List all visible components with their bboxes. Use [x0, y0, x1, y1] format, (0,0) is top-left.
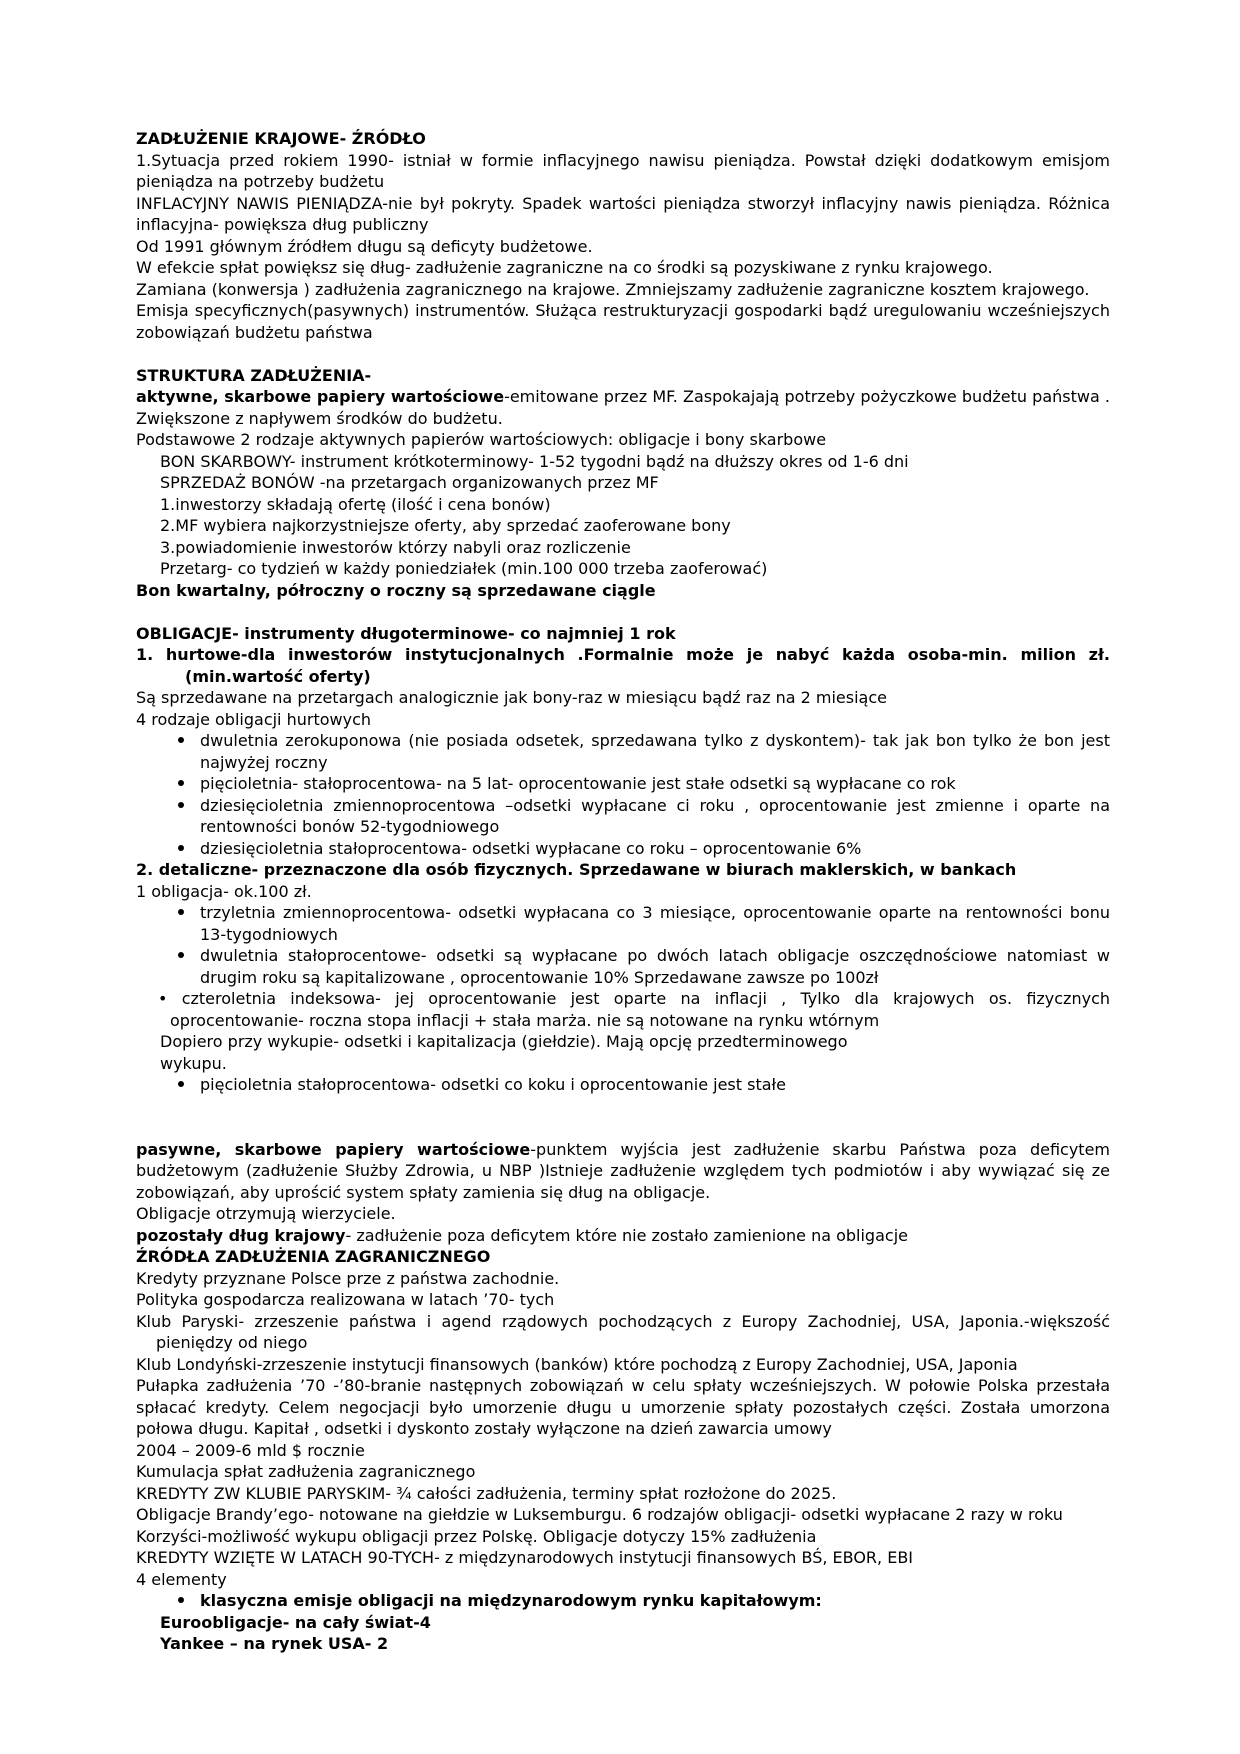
text-run: dziesięcioletnia zmiennoprocentowa –odsetki wypłacane ci roku , oprocentowanie jest zmienne i oparte na rentowności bonów 52-tygodniowego [200, 795, 1110, 836]
indented-line [136, 1633, 1110, 1655]
paragraph [136, 1268, 1110, 1290]
text-run: Obligacje otrzymują wierzyciele. [136, 1204, 396, 1223]
blank-line [136, 601, 1110, 623]
text-run: dwuletnia stałoprocentowe- odsetki są wypłacane po dwóch latach obligacje oszczędnościowe natomiast w drugim roku są kapitalizowane , oprocentowanie 10% Sprzedawane zawsze po 100zł [200, 946, 1110, 987]
indented-line [136, 558, 1110, 580]
paragraph [136, 150, 1110, 193]
paragraph [136, 1375, 1110, 1440]
paragraph [136, 300, 1110, 343]
bullet-item [136, 945, 1110, 988]
paragraph [136, 1440, 1110, 1462]
paragraph [136, 386, 1110, 429]
text-run: dziesięcioletnia stałoprocentowa- odsetki wypłacane co roku – oprocentowanie 6% [200, 838, 862, 858]
paragraph [136, 236, 1110, 258]
paragraph [136, 1569, 1110, 1591]
text-run: Od 1991 głównym źródłem długu są deficyty budżetowe. [136, 236, 593, 256]
text-run: Kumulacja spłat zadłużenia zagranicznego [136, 1462, 476, 1481]
text-run: 4 rodzaje obligacji hurtowych [136, 709, 371, 729]
indented-line [136, 1053, 1110, 1075]
text-run: Euroobligacje- na cały świat-4 [160, 1612, 431, 1632]
paragraph [136, 1504, 1110, 1526]
text-run: 2.MF wybiera najkorzystniejsze oferty, aby sprzedać zaoferowane bony [160, 516, 731, 535]
text-run: Przetarg- co tydzień w każdy poniedziałek (min.100 000 trzeba zaoferować) [160, 559, 768, 578]
indented-line [136, 537, 1110, 559]
text-run: -punktem wyjścia jest zadłużenie skarbu Państwa poza deficytem budżetowym (zadłużenie Służby Zdrowia, u NBP )Istnieje zadłużenie względem tych podmiotów i aby wywiązać się ze zobowiązań, aby uprościć system spłaty zamienia się dług na obligacje. [136, 1139, 1110, 1202]
bullet-item [136, 773, 1110, 795]
text-run: 2004 – 2009-6 mld $ rocznie [136, 1440, 365, 1460]
text-run: Yankee – na rynek USA- 2 [160, 1634, 389, 1653]
text-run: pięcioletnia stałoprocentowa- odsetki co koku i oprocentowanie jest stałe [200, 1075, 786, 1094]
bullet-icon [178, 952, 184, 958]
text-run: Klub Paryski- zrzeszenie państwa i agend rządowych pochodzących z Europy Zachodniej, USA, Japonia.-większość pieniędzy od niego [136, 1311, 1110, 1352]
text-run: 1. hurtowe-dla inwestorów instytucjonalnych .Formalnie może je nabyć każda osoba-min. milion zł. (min.wartość oferty) [136, 645, 1110, 686]
paragraph [136, 580, 1110, 602]
text-run: pozostały dług krajowy [136, 1225, 346, 1245]
paragraph [136, 1461, 1110, 1483]
text-run: BON SKARBOWY- instrument krótkoterminowy- 1-52 tygodni bądź na dłuższy okres od 1-6 dni [160, 451, 909, 471]
text-run: Pułapka zadłużenia ’70 -’80-branie następnych zobowiązań w celu spłaty wcześniejszych. W połowie Polska przestała spłacać kredyty. Celem negocjacji było umorzenie długu u umorzenie spłaty pozostałych części. Została umorzona połowa długu. Kapitał , odsetki i dyskonto zostały wyłączone na dzień zawarcia umowy [136, 1376, 1110, 1438]
paragraph [136, 279, 1110, 301]
paragraph [136, 1547, 1110, 1569]
paragraph [136, 1483, 1110, 1505]
text-run: pięcioletnia- stałoprocentowa- na 5 lat- oprocentowanie jest stałe odsetki są wypłacane co rok [200, 774, 956, 793]
text-run: Dopiero przy wykupie- odsetki i kapitalizacja (giełdzie). Mają opcję przedterminowego [160, 1032, 848, 1051]
text-run: Polityka gospodarcza realizowana w latach ’70- tych [136, 1290, 555, 1309]
indented-line [136, 494, 1110, 516]
text-run: Bon kwartalny, półroczny o roczny są sprzedawane ciągle [136, 580, 656, 600]
bullet-item [136, 730, 1110, 773]
paragraph [136, 1354, 1110, 1376]
blank-line [136, 1096, 1110, 1118]
paragraph [136, 1289, 1110, 1311]
heading-struktura-zadluzenia [136, 365, 1110, 387]
text-run: wykupu. [160, 1053, 227, 1073]
text-run: OBLIGACJE- instrumenty długoterminowe- co najmniej 1 rok [136, 623, 676, 643]
text-run: SPRZEDAŻ BONÓW -na przetargach organizowanych przez MF [160, 473, 659, 492]
paragraph [136, 709, 1110, 731]
text-run: INFLACYJNY NAWIS PIENIĄDZA-nie był pokryty. Spadek wartości pieniądza stworzył inflacyjny nawis pieniądza. Różnica inflacyjna- powiększa dług publiczny [136, 193, 1110, 234]
paragraph [136, 429, 1110, 451]
paragraph [136, 1203, 1110, 1225]
heading-zrodla-zadluzenia-zagranicznego [136, 1246, 1110, 1268]
indented-line [136, 1612, 1110, 1634]
paragraph [136, 1225, 1110, 1247]
text-run: 1.Sytuacja przed rokiem 1990- istniał w formie inflacyjnego nawisu pieniądza. Powstał dzięki dodatkowym emisjom pieniądza na potrzeby budżetu [136, 150, 1110, 191]
heading-zadluzenie-krajowe-zrodlo [136, 128, 1110, 150]
bullet-icon [178, 737, 184, 743]
text-run: Są sprzedawane na przetargach analogicznie jak bony-raz w miesiącu bądź raz na 2 miesiące [136, 688, 887, 707]
bullet-item [136, 902, 1110, 945]
text-run: W efekcie spłat powiększ się dług- zadłużenie zagraniczne na co środki są pozyskiwane z rynku krajowego. [136, 258, 993, 277]
paragraph [136, 1311, 1110, 1354]
bullet-icon [178, 802, 184, 808]
indented-line [136, 515, 1110, 537]
blank-line [136, 343, 1110, 365]
bullet-icon [178, 780, 184, 786]
text-run: KREDYTY ZW KLUBIE PARYSKIM- ¾ całości zadłużenia, terminy spłat rozłożone do 2025. [136, 1483, 837, 1503]
heading-obligacje [136, 623, 1110, 645]
indented-line [136, 472, 1110, 494]
blank-line [136, 1117, 1110, 1139]
bullet-icon [178, 909, 184, 915]
text-run: • czteroletnia indeksowa- jej oprocentowanie jest oparte na inflacji , Tylko dla krajowych os. fizycznych oprocentowanie- roczna stopa inflacji + stała marża. nie są notowane na rynku wtórnym [158, 989, 1110, 1030]
text-run: Emisja specyficznych(pasywnych) instrumentów. Służąca restrukturyzacji gospodarki bądź uregulowaniu wcześniejszych zobowiązań budżetu państwa [136, 301, 1110, 342]
text-run: Obligacje Brandy’ego- notowane na giełdzie w Luksemburgu. 6 rodzajów obligacji- odsetki wypłacane 2 razy w roku [136, 1505, 1063, 1524]
text-run: 3.powiadomienie inwestorów którzy nabyli oraz rozliczenie [160, 537, 631, 557]
text-run: ZADŁUŻENIE KRAJOWE- ŹRÓDŁO [136, 129, 426, 148]
bullet-item [136, 838, 1110, 860]
paragraph [136, 687, 1110, 709]
text-run: Zamiana (konwersja ) zadłużenia zagranicznego na krajowe. Zmniejszamy zadłużenie zagraniczne kosztem krajowego. [136, 279, 1090, 299]
text-run: ŹRÓDŁA ZADŁUŻENIA ZAGRANICZNEGO [136, 1247, 491, 1266]
text-run: - zadłużenie poza deficytem które nie zostało zamienione na obligacje [345, 1225, 908, 1245]
text-run: dwuletnia zerokuponowa (nie posiada odsetek, sprzedawana tylko z dyskontem)- tak jak bon tylko że bon jest najwyżej roczny [200, 731, 1110, 772]
indented-line [136, 1031, 1110, 1053]
paragraph [136, 859, 1110, 881]
text-run: KREDYTY WZIĘTE W LATACH 90-TYCH- z międzynarodowych instytucji finansowych BŚ, EBOR, EBI [136, 1548, 914, 1567]
text-run: STRUKTURA ZADŁUŻENIA- [136, 365, 372, 385]
bullet-item [136, 795, 1110, 838]
bullet-item [136, 1590, 1110, 1612]
text-run: Kredyty przyznane Polsce prze z państwa zachodnie. [136, 1268, 560, 1288]
text-run: -emitowane przez MF. Zaspokajają potrzeby pożyczkowe budżetu państwa . Zwiększone z napływem środków do budżetu. [136, 387, 1111, 428]
paragraph [136, 193, 1110, 236]
paragraph [136, 644, 1110, 687]
bullet-icon [178, 845, 184, 851]
bullet-icon [178, 1597, 184, 1603]
text-run: 2. detaliczne- przeznaczone dla osób fizycznych. Sprzedawane w biurach maklerskich, w bankach [136, 860, 1017, 879]
document-body [136, 128, 1110, 1655]
text-run: 1 obligacja- ok.100 zł. [136, 881, 312, 901]
paragraph [136, 1139, 1110, 1204]
indented-line [136, 451, 1110, 473]
text-run: klasyczna emisje obligacji na międzynarodowym rynku kapitałowym: [200, 1591, 822, 1610]
bullet-item [136, 1074, 1110, 1096]
bullet-item [136, 988, 1110, 1031]
text-run: Podstawowe 2 rodzaje aktywnych papierów wartościowych: obligacje i bony skarbowe [136, 430, 827, 449]
paragraph [136, 881, 1110, 903]
paragraph [136, 1526, 1110, 1548]
text-run: aktywne, skarbowe papiery wartościowe [136, 387, 505, 406]
text-run: pasywne, skarbowe papiery wartościowe [136, 1139, 531, 1159]
text-run: 4 elementy [136, 1569, 227, 1589]
text-run: Korzyści-możliwość wykupu obligacji przez Polskę. Obligacje dotyczy 15% zadłużenia [136, 1526, 817, 1546]
bullet-icon [178, 1081, 184, 1087]
paragraph [136, 257, 1110, 279]
text-run: trzyletnia zmiennoprocentowa- odsetki wypłacana co 3 miesiące, oprocentowanie oparte na rentowności bonu 13-tygodniowych [200, 903, 1110, 944]
text-run: Klub Londyński-zrzeszenie instytucji finansowych (banków) które pochodzą z Europy Zachodniej, USA, Japonia [136, 1354, 1018, 1374]
text-run: 1.inwestorzy składają ofertę (ilość i cena bonów) [160, 494, 551, 514]
